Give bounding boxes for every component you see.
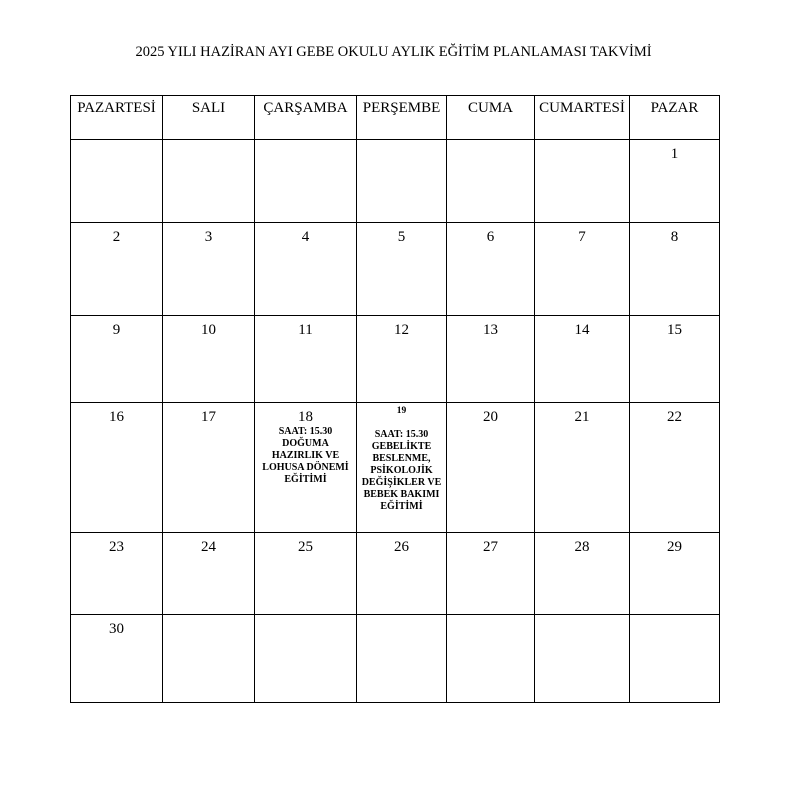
day-cell: [163, 140, 255, 223]
week-row: [71, 533, 720, 615]
day-number: 17: [201, 409, 216, 425]
day-cell: [447, 140, 535, 223]
day-number: [535, 615, 629, 621]
day-number: [255, 615, 356, 621]
weekday-header-row: [71, 96, 720, 140]
day-cell: [71, 615, 163, 703]
day-number: 24: [201, 539, 216, 555]
day-number: 26: [394, 539, 409, 555]
day-number: 5: [397, 229, 406, 245]
day-cell: [535, 140, 630, 223]
day-cell-event: [255, 403, 357, 533]
weekday-header: PAZARTESİ: [71, 96, 163, 140]
day-cell: [447, 533, 535, 615]
day-number: 22: [667, 409, 682, 425]
day-number: [447, 615, 534, 621]
day-number: 3: [204, 229, 213, 245]
day-cell: [630, 403, 720, 533]
day-cell: [357, 223, 447, 316]
day-number: 28: [574, 539, 590, 555]
day-cell: [630, 223, 720, 316]
day-cell: [255, 533, 357, 615]
day-number: 14: [574, 322, 590, 338]
weekday-header: ÇARŞAMBA: [255, 96, 357, 140]
day-cell: [447, 316, 535, 403]
day-number: 10: [201, 322, 216, 338]
day-number: [357, 615, 446, 621]
week-row: [71, 223, 720, 316]
day-number: 21: [574, 409, 590, 425]
day-cell: [255, 615, 357, 703]
day-number: 8: [670, 229, 679, 245]
event-note: SAAT: 15.30 DOĞUMA HAZIRLIK VE LOHUSA DÖNEMİ EĞİTİMİ: [262, 426, 349, 485]
day-cell: [535, 223, 630, 316]
day-number: 20: [483, 409, 498, 425]
day-cell-event: [357, 403, 447, 533]
day-cell: [163, 223, 255, 316]
day-cell: [255, 140, 357, 223]
day-cell: [255, 316, 357, 403]
day-number: 2: [112, 229, 121, 245]
day-cell: [357, 316, 447, 403]
day-cell: [630, 140, 720, 223]
day-number: 12: [394, 322, 409, 338]
day-number: [255, 140, 356, 146]
day-number: 1: [670, 146, 679, 162]
day-cell: [357, 533, 447, 615]
day-number: 30: [109, 621, 124, 637]
day-cell: [163, 615, 255, 703]
day-number: 19: [396, 406, 407, 416]
day-cell: [163, 403, 255, 533]
day-cell: [255, 223, 357, 316]
day-number: 25: [298, 539, 313, 555]
day-cell: [535, 533, 630, 615]
day-cell: [71, 223, 163, 316]
day-cell: [71, 403, 163, 533]
day-cell: [357, 615, 447, 703]
day-cell: [71, 533, 163, 615]
day-cell: [447, 223, 535, 316]
day-cell: [163, 533, 255, 615]
weekday-header: CUMARTESİ: [535, 96, 630, 140]
weekday-header: SALI: [163, 96, 255, 140]
event-note: SAAT: 15.30 GEBELİKTE BESLENME, PSİKOLOJİK DEĞİŞİKLER VE BEBEK BAKIMI EĞİTİMİ: [361, 429, 442, 512]
day-cell: [630, 316, 720, 403]
weekday-header: PERŞEMBE: [357, 96, 447, 140]
week-row: [71, 615, 720, 703]
calendar-title: 2025 YILI HAZİRAN AYI GEBE OKULU AYLIK EĞİTİM PLANLAMASI TAKVİMİ: [135, 44, 652, 60]
day-cell: [163, 316, 255, 403]
day-number: 7: [578, 229, 586, 245]
day-cell: [630, 615, 720, 703]
day-number: 15: [667, 322, 682, 338]
calendar-table: [70, 95, 720, 703]
day-number: [535, 140, 629, 146]
week-row: [71, 140, 720, 223]
day-number: 18: [298, 409, 313, 425]
day-cell: [447, 615, 535, 703]
day-number: 13: [483, 322, 498, 338]
day-cell: [535, 403, 630, 533]
day-number: [357, 140, 446, 146]
week-row: [71, 403, 720, 533]
day-number: 11: [298, 322, 313, 338]
day-cell: [535, 316, 630, 403]
day-number: [163, 140, 254, 146]
day-number: [71, 140, 162, 146]
day-number: 9: [112, 322, 121, 338]
week-row: [71, 316, 720, 403]
day-number: [630, 615, 719, 621]
day-cell: [357, 140, 447, 223]
day-cell: [535, 615, 630, 703]
day-number: 16: [109, 409, 124, 425]
day-cell: [630, 533, 720, 615]
day-cell: [447, 403, 535, 533]
weekday-header: PAZAR: [630, 96, 720, 140]
day-number: [447, 140, 534, 146]
day-cell: [71, 316, 163, 403]
day-number: [163, 615, 254, 621]
weekday-header: CUMA: [447, 96, 535, 140]
day-number: 29: [667, 539, 682, 555]
day-number: 4: [301, 229, 310, 245]
day-number: 27: [483, 539, 498, 555]
day-cell: [71, 140, 163, 223]
day-number: 6: [486, 229, 495, 245]
day-number: 23: [109, 539, 124, 555]
